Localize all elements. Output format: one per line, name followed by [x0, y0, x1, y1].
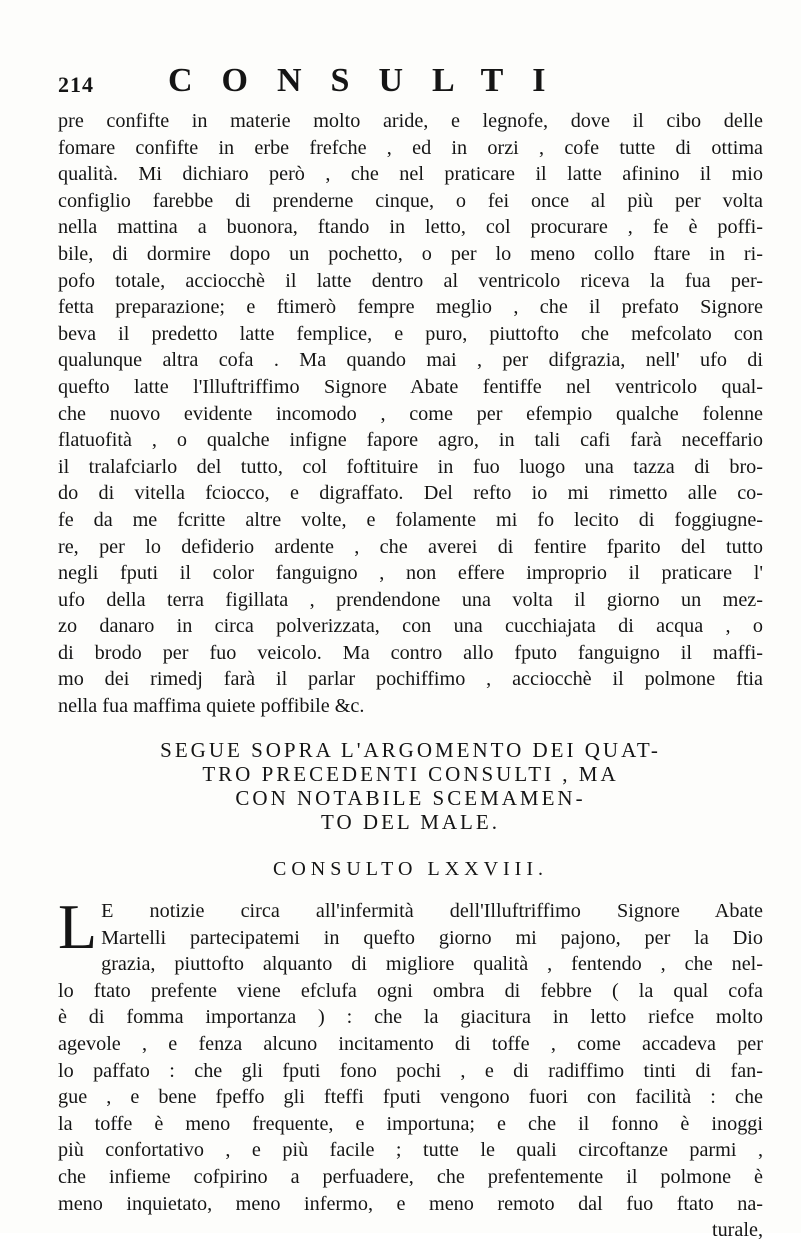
heading-line: CON NOTABILE SCEMAMEN-	[235, 786, 586, 810]
text-line: mo dei rimedj farà il parlar pochiffimo , acciocchè il polmone ftia	[58, 668, 763, 691]
text-line: quefto latte l'Illuftriffimo Signore Abate fentiffe nel ventricolo qual-	[58, 375, 763, 398]
heading-line: TO DEL MALE.	[321, 810, 500, 834]
running-title: CONSULTI	[168, 62, 575, 99]
text-line: beva il predetto latte femplice, e puro, piuttofto che mefcolato con	[58, 322, 763, 345]
text-line: più confortativo , e più facile ; tutte le quali circoftanze parmi ,	[58, 1139, 763, 1162]
text-line: il tralafciarlo del tutto, col foftituire in fuo luogo una tazza di bro-	[58, 455, 763, 478]
text-line: configlio farebbe di prenderne cinque, o fei once al più per volta	[58, 189, 763, 212]
page-number: 214	[58, 72, 94, 97]
text-line: bile, di dormire dopo un pochetto, o per lo meno collo ftare in ri-	[58, 242, 763, 265]
text-line: meno inquietato, meno infermo, e meno remoto dal fuo ftato na-	[58, 1192, 763, 1215]
paragraph-1	[58, 108, 763, 720]
text-line: fetta preparazione; e ftimerò fempre meglio , che il prefato Signore	[58, 296, 763, 319]
text-line: fomare confifte in erbe frefche , ed in orzi , cofe tutte di ottima	[58, 136, 763, 159]
text-line: ufo della terra figillata , prendendone una volta il giorno un mez-	[58, 588, 763, 611]
text-line: è di fomma importanza ) : che la giacitura in letto riefce molto	[58, 1006, 763, 1029]
consulto-title: CONSULTO LXXVIII.	[273, 858, 548, 880]
text-line: nella mattina a buonora, ftando in letto, col procurare , fe è poffi-	[58, 216, 763, 239]
drop-cap: L	[58, 891, 98, 962]
text-line: Martelli partecipatemi in quefto giorno mi pajono, per la Dio	[101, 926, 763, 949]
text-line: grazia, piuttofto alquanto di migliore qualità , fentendo , che nel-	[101, 953, 763, 976]
text-line: negli fputi il color fanguigno , non effere improprio il praticare l'	[58, 562, 763, 585]
paragraph-2	[58, 891, 763, 1244]
text-line: fe da me fcritte altre volte, e folamente mi fo lecito di foggiugne-	[58, 508, 763, 531]
text-line: do di vitella fciocco, e digraffato. Del refto io mi rimetto alle co-	[58, 482, 763, 505]
text-line: di brodo per fuo veicolo. Ma contro allo fputo fanguigno il maffi-	[58, 641, 763, 664]
text-line: agevole , e fenza alcuno incitamento di toffe , come accadeva per	[58, 1032, 763, 1055]
text-line: pre confifte in materie molto aride, e legnofe, dove il cibo delle	[58, 110, 763, 132]
text-line: turale,	[711, 1219, 763, 1242]
text-line: re, per lo defiderio ardente , che averei di fentire fparito del tutto	[58, 535, 763, 558]
text-line: nella fua maffima quiete poffibile &c.	[58, 695, 365, 718]
text-line: qualità. Mi dichiaro però , che nel praticare il latte afinino il mio	[58, 163, 763, 186]
text-line: la toffe è meno frequente, e importuna; e che il fonno è inoggi	[58, 1112, 763, 1135]
heading-line: SEGUE SOPRA L'ARGOMENTO DEI QUAT-	[160, 738, 661, 762]
page-header	[58, 62, 778, 102]
text-line: lo ftato prefente viene efclufa ogni ombra di febbre ( la qual cofa	[58, 979, 763, 1002]
text-line: pofo totale, acciocchè il latte dentro al ventricolo riceva la fua per-	[58, 269, 763, 292]
section-heading	[58, 738, 763, 834]
text-line: lo paffato : che gli fputi fono pochi , e di radiffimo tinti di fan-	[58, 1059, 763, 1082]
text-line: zo danaro in circa polverizzata, con una cucchiajata di acqua , o	[58, 615, 763, 638]
text-line: flatuofità , o qualche infigne fapore agro, in tali cafi farà neceffario	[58, 429, 763, 452]
heading-line: TRO PRECEDENTI CONSULTI , MA	[202, 762, 619, 786]
text-line: che nuovo evidente incomodo , come per efempio qualche folenne	[58, 402, 763, 425]
text-line: E notizie circa all'infermità dell'Illuftriffimo Signore Abate	[101, 900, 763, 922]
text-line: qualunque altra cofa . Ma quando mai , per difgrazia, nell' ufo di	[58, 349, 763, 372]
text-line: che infieme cofpirino a perfuadere, che prefentemente il polmone è	[58, 1165, 763, 1188]
text-line: gue , e bene fpeffo gli fteffi fputi vengono fuori con facilità : che	[58, 1086, 763, 1109]
